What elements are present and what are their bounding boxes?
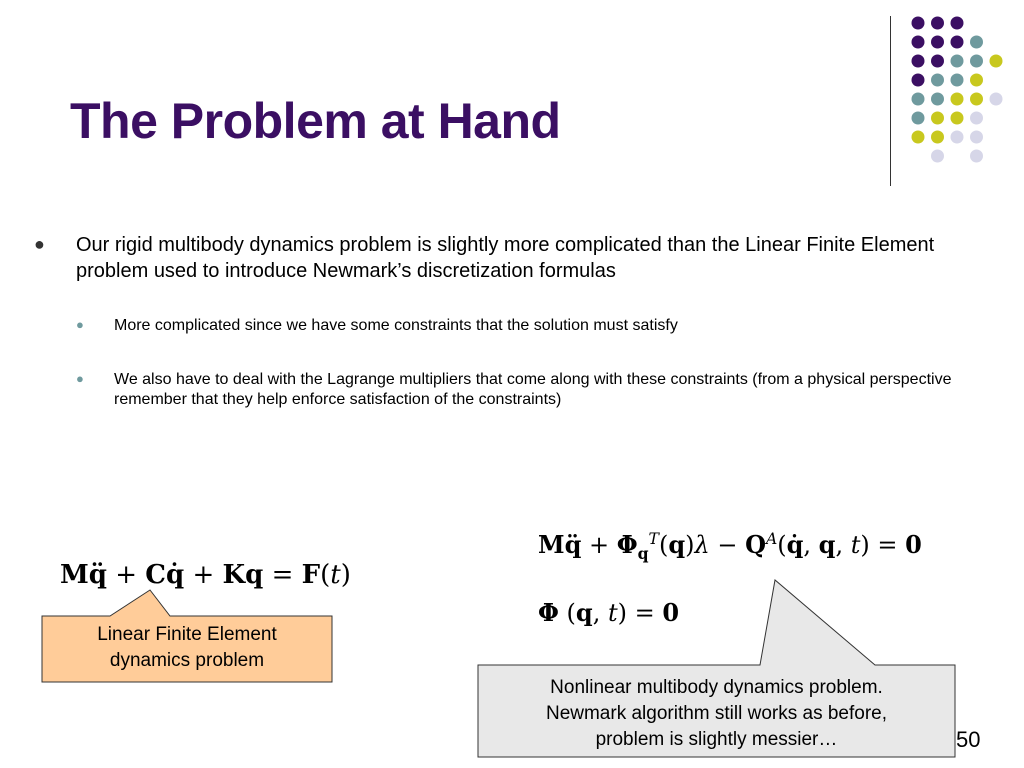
callout-right-label bbox=[478, 675, 955, 753]
page-number: 50 bbox=[956, 727, 981, 752]
equation-nonlinear-1: Mq̈ + $\Phi_q^T(q)\lambda$ − $Q^A(q̇$, q, t) = 0 bbox=[538, 530, 922, 563]
equation-nonlinear-2: Φ (q, t) = 0 bbox=[538, 598, 680, 627]
sub-bullet-dot-icon: ● bbox=[76, 317, 84, 332]
bullet-main-text: Our rigid multibody dynamics problem is slightly more complicated than the Linear Finite Element problem used to introduce Newmark’s discretization formulas bbox=[76, 234, 935, 282]
callout-left-label bbox=[42, 622, 332, 674]
bullet-dot-icon: ● bbox=[34, 234, 45, 254]
callout-right-line-3: problem is slightly messier… bbox=[595, 729, 838, 750]
callout-right-line-1: Nonlinear multibody dynamics problem. bbox=[550, 677, 883, 698]
sub-bullet-2-text: We also have to deal with the Lagrange multipliers that come along with these constraints (from a physical perspective remember that they help enforce satisfaction of the constraints) bbox=[114, 371, 952, 408]
equation-linear: Mq̈ + Cq̇ + Kq = F(t) bbox=[60, 560, 351, 590]
callout-right-line-2: Newmark algorithm still works as before, bbox=[545, 703, 888, 724]
sub-bullet-1-text: More complicated since we have some constraints that the solution must satisfy bbox=[114, 317, 678, 334]
callout-left-line-1: Linear Finite Element bbox=[97, 624, 277, 645]
sub-bullet-dot-icon: ● bbox=[76, 371, 84, 386]
slide-title: The Problem at Hand bbox=[70, 93, 561, 149]
callout-left-line-2: dynamics problem bbox=[109, 650, 265, 671]
